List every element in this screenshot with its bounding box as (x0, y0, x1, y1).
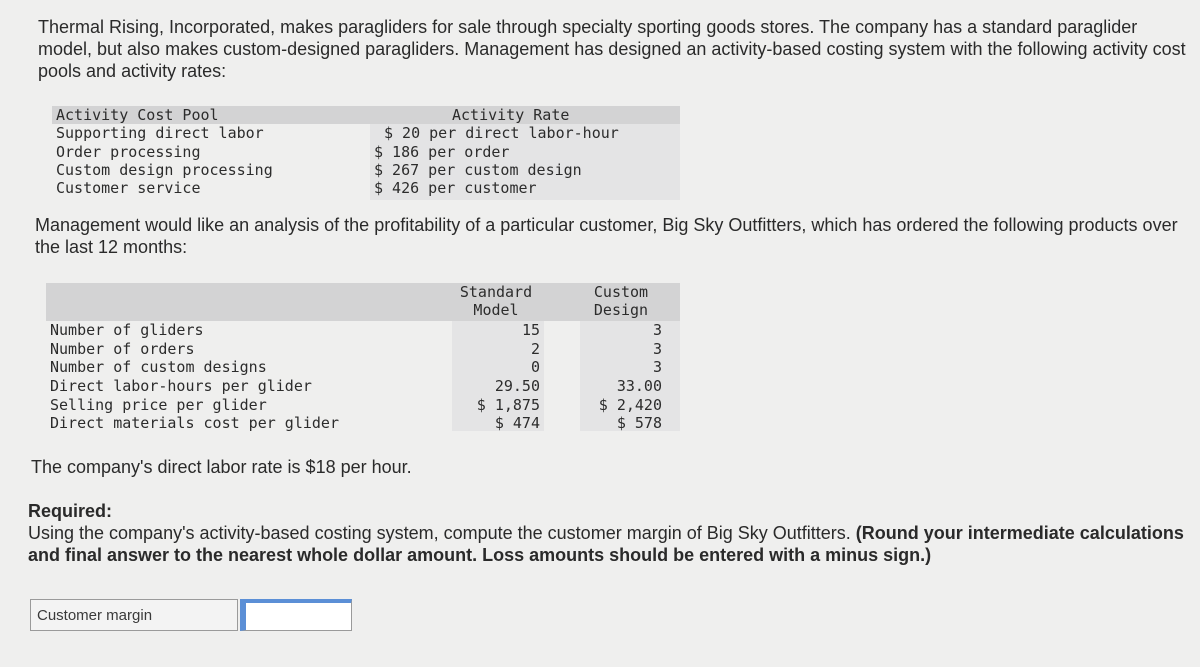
header-design: Design (593, 301, 649, 319)
product-row-custom: 3 (652, 358, 662, 376)
product-row-label: Direct materials cost per glider (50, 414, 339, 432)
product-row-custom: 3 (652, 340, 662, 358)
rate-row-value: $ 186 per order (374, 143, 510, 161)
product-row-label: Number of orders (50, 340, 195, 358)
rate-row-pool: Customer service (56, 179, 201, 197)
header-model: Model (473, 301, 519, 319)
customer-margin-input[interactable] (240, 599, 352, 631)
rate-row-value: $ 20 per direct labor-hour (384, 124, 619, 142)
product-row-standard: $ 1,875 (476, 396, 540, 414)
management-paragraph: Management would like an analysis of the profitability of a particular customer, Big Sky Outfitters, which has ordered the following products over the last 12 months: (35, 215, 1178, 257)
product-row-custom: 3 (652, 321, 662, 339)
rate-row-pool: Supporting direct labor (56, 124, 264, 142)
labor-rate-text: The company's direct labor rate is $18 per hour. (31, 457, 412, 477)
product-row-custom: 33.00 (616, 377, 662, 395)
rate-row-value: $ 426 per customer (374, 179, 537, 197)
product-row-standard: 29.50 (494, 377, 540, 395)
products-table (46, 281, 680, 431)
required-heading: Required: (28, 501, 113, 521)
product-row-standard: 15 (521, 321, 540, 339)
required-text: Using the company's activity-based costing system, compute the customer margin of Big Sky Outfitters. (28, 523, 856, 543)
required-section (28, 500, 1188, 566)
product-row-standard: 2 (530, 340, 540, 358)
rate-row-pool: Custom design processing (56, 161, 273, 179)
intro-paragraph: Thermal Rising, Incorporated, makes paragliders for sale through specialty sporting goods stores. The company has a standard paraglider model, but also makes custom-designed paragliders. Management has designed an activity-based costing system with the following activity cost pools and activity rates: (38, 17, 1186, 81)
header-standard: Standard (459, 283, 533, 301)
product-row-custom: $ 578 (616, 414, 662, 432)
rate-row-pool: Order processing (56, 143, 201, 161)
product-row-custom: $ 2,420 (598, 396, 662, 414)
required-instructions: (Round your intermediate calculations and final answer to the nearest whole dollar amount. Loss amounts should be entered with a minus sign.) (28, 523, 1184, 565)
header-custom: Custom (593, 283, 649, 301)
activity-rates-table (52, 104, 680, 200)
product-row-standard: 0 (530, 358, 540, 376)
customer-margin-label: Customer margin (30, 599, 238, 631)
product-row-label: Number of gliders (50, 321, 204, 339)
header-activity-cost-pool: Activity Cost Pool (56, 106, 219, 124)
product-row-label: Selling price per glider (50, 396, 267, 414)
header-activity-rate: Activity Rate (452, 106, 570, 124)
rate-row-value: $ 267 per custom design (374, 161, 582, 179)
product-row-label: Number of custom designs (50, 358, 267, 376)
product-row-label: Direct labor-hours per glider (50, 377, 312, 395)
product-row-standard: $ 474 (494, 414, 540, 432)
